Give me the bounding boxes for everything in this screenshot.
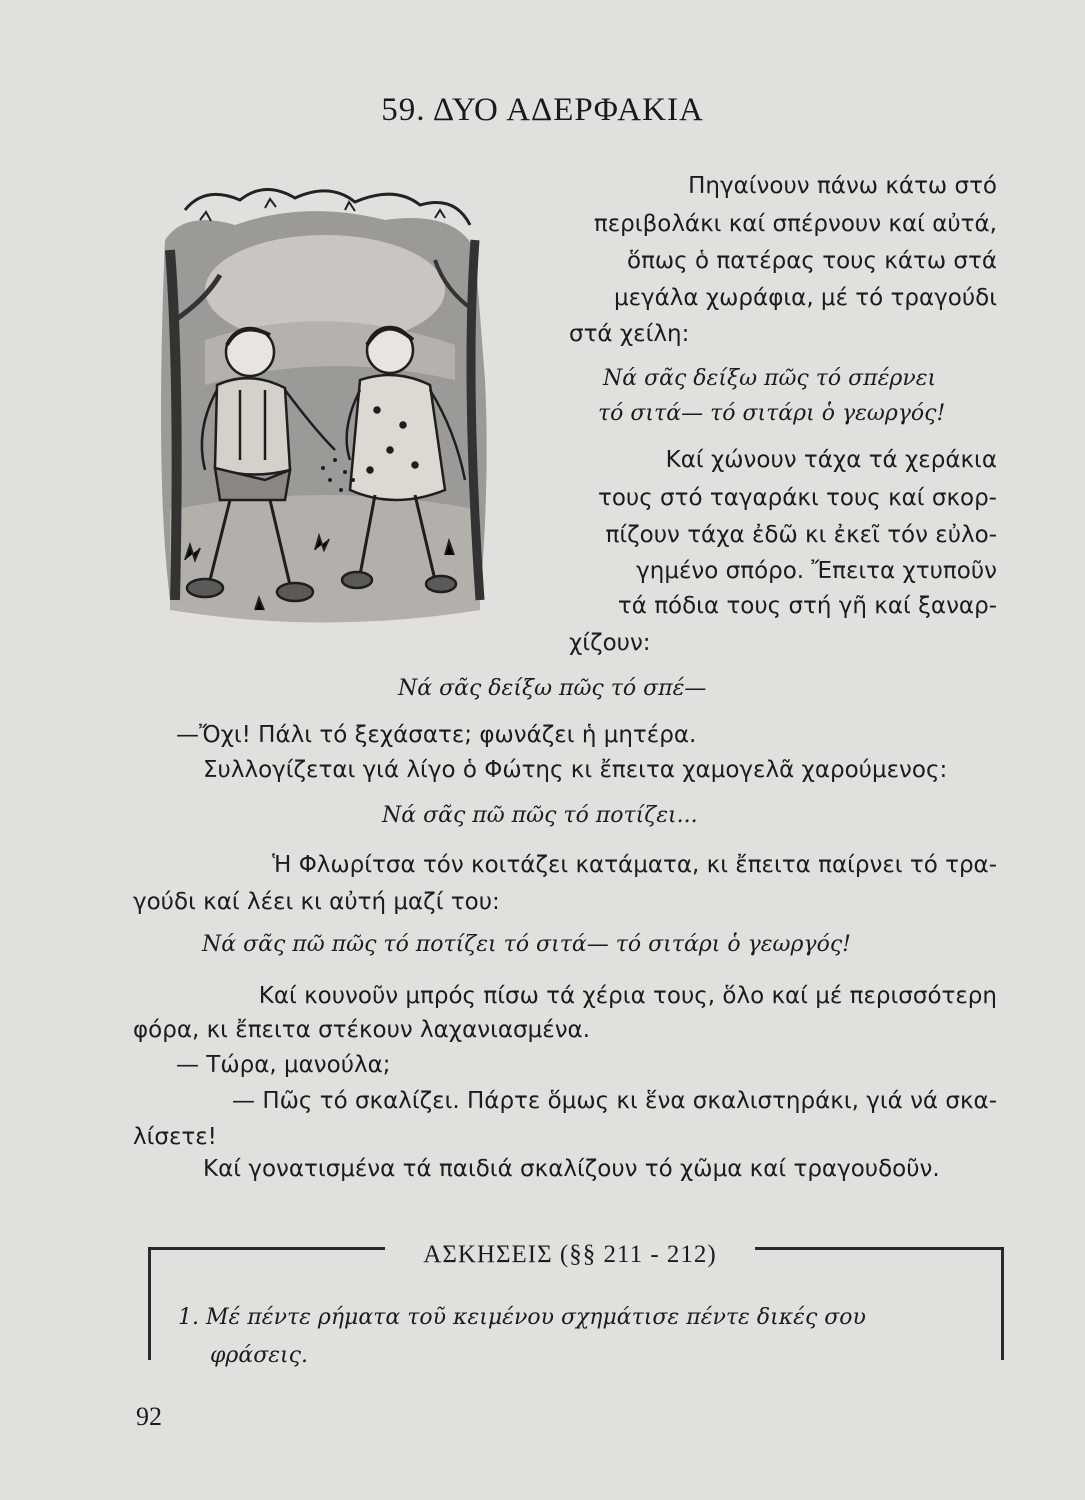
song-line: Νά σᾶς πῶ πῶς τό ποτίζει... bbox=[382, 803, 698, 828]
text-line: Καί κουνοῦν μπρός πίσω τά χέρια τους, ὅλο καί μέ περισσότερη bbox=[258, 983, 997, 1009]
text-line: μεγάλα χωράφια, μέ τό τραγούδι bbox=[613, 285, 997, 311]
text-line: Συλλογίζεται γιά λίγο ὁ Φώτης κι ἔπειτα χαμογελᾶ χαρούμενος: bbox=[203, 757, 948, 783]
text-line: Πηγαίνουν πάνω κάτω στό bbox=[688, 173, 997, 199]
text-line: γημένο σπόρο. Ἔπειτα χτυποῦν bbox=[636, 558, 997, 584]
song-line: τό σιτά— τό σιτάρι ὁ γεωργός! bbox=[598, 401, 946, 426]
text-line: ὅπως ὁ πατέρας τους κάτω στά bbox=[627, 248, 997, 274]
text-line: τά πόδια τους στή γῆ καί ξαναρ- bbox=[617, 593, 997, 619]
song-line: Νά σᾶς δείξω πῶς τό σπέρνει bbox=[603, 366, 937, 391]
page-number: 92 bbox=[136, 1402, 162, 1431]
exercise-item: φράσεις. bbox=[210, 1343, 308, 1368]
text-line: Καί χώνουν τάχα τά χεράκια bbox=[665, 447, 997, 473]
text-line: περιβολάκι καί σπέρνουν καί αὐτά, bbox=[593, 211, 997, 237]
exercises-title: ΑΣΚΗΣΕΙΣ (§§ 211 - 212) bbox=[423, 1241, 717, 1268]
text-line: πίζουν τάχα ἐδῶ κι ἐκεῖ τόν εὐλο- bbox=[605, 522, 997, 548]
text-line: φόρα, κι ἔπειτα στέκουν λαχανιασμένα. bbox=[133, 1017, 591, 1043]
dialogue-line: — Τώρα, μανούλα; bbox=[176, 1052, 391, 1078]
song-line: Νά σᾶς δείξω πῶς τό σπέ— bbox=[398, 676, 707, 701]
two-children-sowing-illustration bbox=[145, 180, 500, 648]
dialogue-line: — Πῶς τό σκαλίζει. Πάρτε ὅμως κι ἕνα σκαλιστηράκι, γιά νά σκα- bbox=[232, 1088, 997, 1114]
exercise-item: 1. Μέ πέντε ρήματα τοῦ κειμένου σχημάτισε πέντε δικές σου bbox=[178, 1305, 866, 1330]
text-line: χίζουν: bbox=[569, 630, 651, 656]
text-line: Ἡ Φλωρίτσα τόν κοιτάζει κατάματα, κι ἔπειτα παίρνει τό τρα- bbox=[272, 852, 997, 878]
text-line: γούδι καί λέει κι αὐτή μαζί του: bbox=[133, 889, 500, 915]
text-line: στά χείλη: bbox=[569, 321, 690, 347]
text-line: Καί γονατισμένα τά παιδιά σκαλίζουν τό χῶμα καί τραγουδοῦν. bbox=[203, 1156, 940, 1182]
dialogue-line: λίσετε! bbox=[133, 1124, 217, 1150]
text-line: τους στό ταγαράκι τους καί σκορ- bbox=[598, 485, 997, 511]
song-line: Νά σᾶς πῶ πῶς τό ποτίζει τό σιτά— τό σιτάρι ὁ γεωργός! bbox=[202, 932, 851, 957]
dialogue-line: —Ὄχι! Πάλι τό ξεχάσατε; φωνάζει ἡ μητέρα. bbox=[176, 722, 697, 748]
page-title: 59. ΔΥΟ ΑΔΕΡΦΑΚΙΑ bbox=[381, 92, 704, 128]
